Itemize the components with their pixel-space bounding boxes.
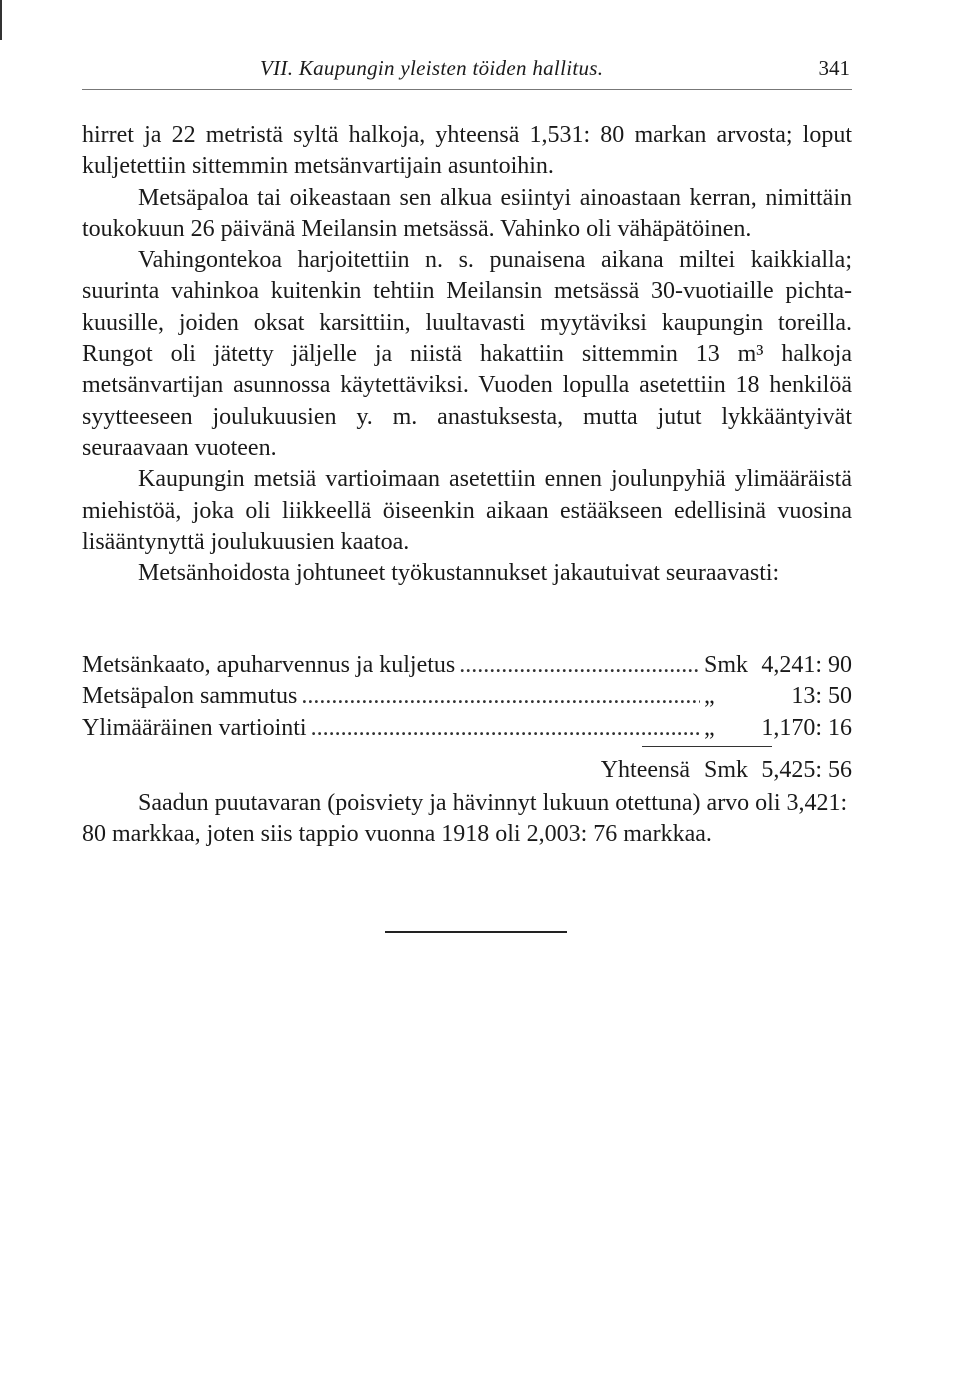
leader-dots <box>301 683 700 710</box>
total-row <box>82 757 852 791</box>
paragraph-1: hirret ja 22 metristä syltä halkoja, yhteensä 1,531: 80 markan arvosta; loput kuljetettiin sittemmin metsänvartijain asuntoihin. <box>82 122 852 180</box>
cost-amount: 1,170: 16 <box>761 714 852 741</box>
paragraph-3: Vahingontekoa harjoitettiin n. s. punaisena aikana miltei kaikkialla; suurinta vahinkoa kuitenkin tehtiin Meilansin metsässä 30-vuotiaille pichta-kuusille, joiden oksat karsittiin, luultavasti myytäviksi kaupungin toreilla. Rungot oli jätetty jäljelle ja niistä hakattiin sittemmin 13 m³ halkoja metsänvartijan asunnossa käytettäviksi. Vuoden lopulla asetettiin 18 henkilöä syytteeseen joulukuusien y. m. anastuksesta, mutta jutut lykkääntyivät seuraavaan vuoteen. <box>82 247 852 461</box>
page-number: 341 <box>818 56 850 80</box>
scan-edge-mark <box>0 0 2 40</box>
body-text <box>82 120 852 589</box>
leader-dots <box>459 652 700 679</box>
cost-label: Ylimääräinen vartiointi <box>82 714 307 741</box>
sum-rule <box>642 746 772 747</box>
cost-label: Metsänkaato, apuharvennus ja kuljetus <box>82 652 456 678</box>
cost-row <box>82 683 852 714</box>
end-rule <box>385 931 567 933</box>
closing-text <box>82 788 852 851</box>
cost-currency: Smk <box>704 652 749 678</box>
cost-row <box>82 652 852 683</box>
paragraph-2: Metsäpaloa tai oikeastaan sen alkua esiintyi ainoastaan kerran, nimittäin toukokuun 26 päivänä Meilansin metsässä. Vahinko oli vähäpätöinen. <box>82 184 852 242</box>
running-header <box>82 56 852 96</box>
leader-dots <box>311 715 700 742</box>
cost-amount: 13: 50 <box>791 683 852 710</box>
header-rule <box>82 89 852 90</box>
paragraph-5: Metsänhoidosta johtuneet työkustannukset jakautuivat seuraavasti: <box>138 560 780 587</box>
paragraph-6: Saadun puutavaran (poisviety ja hävinnyt lukuun otettuna) arvo oli 3,421: 80 markkaa, joten siis tappio vuonna 1918 oli 2,003: 76 markkaa. <box>82 790 848 848</box>
running-title: VII. Kaupungin yleisten töiden hallitus. <box>260 56 604 80</box>
cost-amount: 4,241: 90 <box>761 652 852 678</box>
total-amount: 5,425: 56 <box>761 756 852 783</box>
cost-currency: „ <box>704 683 715 710</box>
cost-currency: „ <box>704 714 715 741</box>
total-currency: Smk <box>704 756 749 783</box>
cost-row <box>82 715 852 746</box>
cost-label: Metsäpalon sammutus <box>82 683 298 710</box>
total-label: Yhteensä <box>600 756 690 783</box>
cost-table <box>82 652 852 791</box>
paragraph-4: Kaupungin metsiä vartioimaan asetettiin ennen joulunpyhiä ylimääräistä miehistöä, joka oli liikkeellä öiseenkin aikaan estääkseen edellisinä vuosina lisääntynyttä joulukuusien kaatoa. <box>82 466 852 555</box>
